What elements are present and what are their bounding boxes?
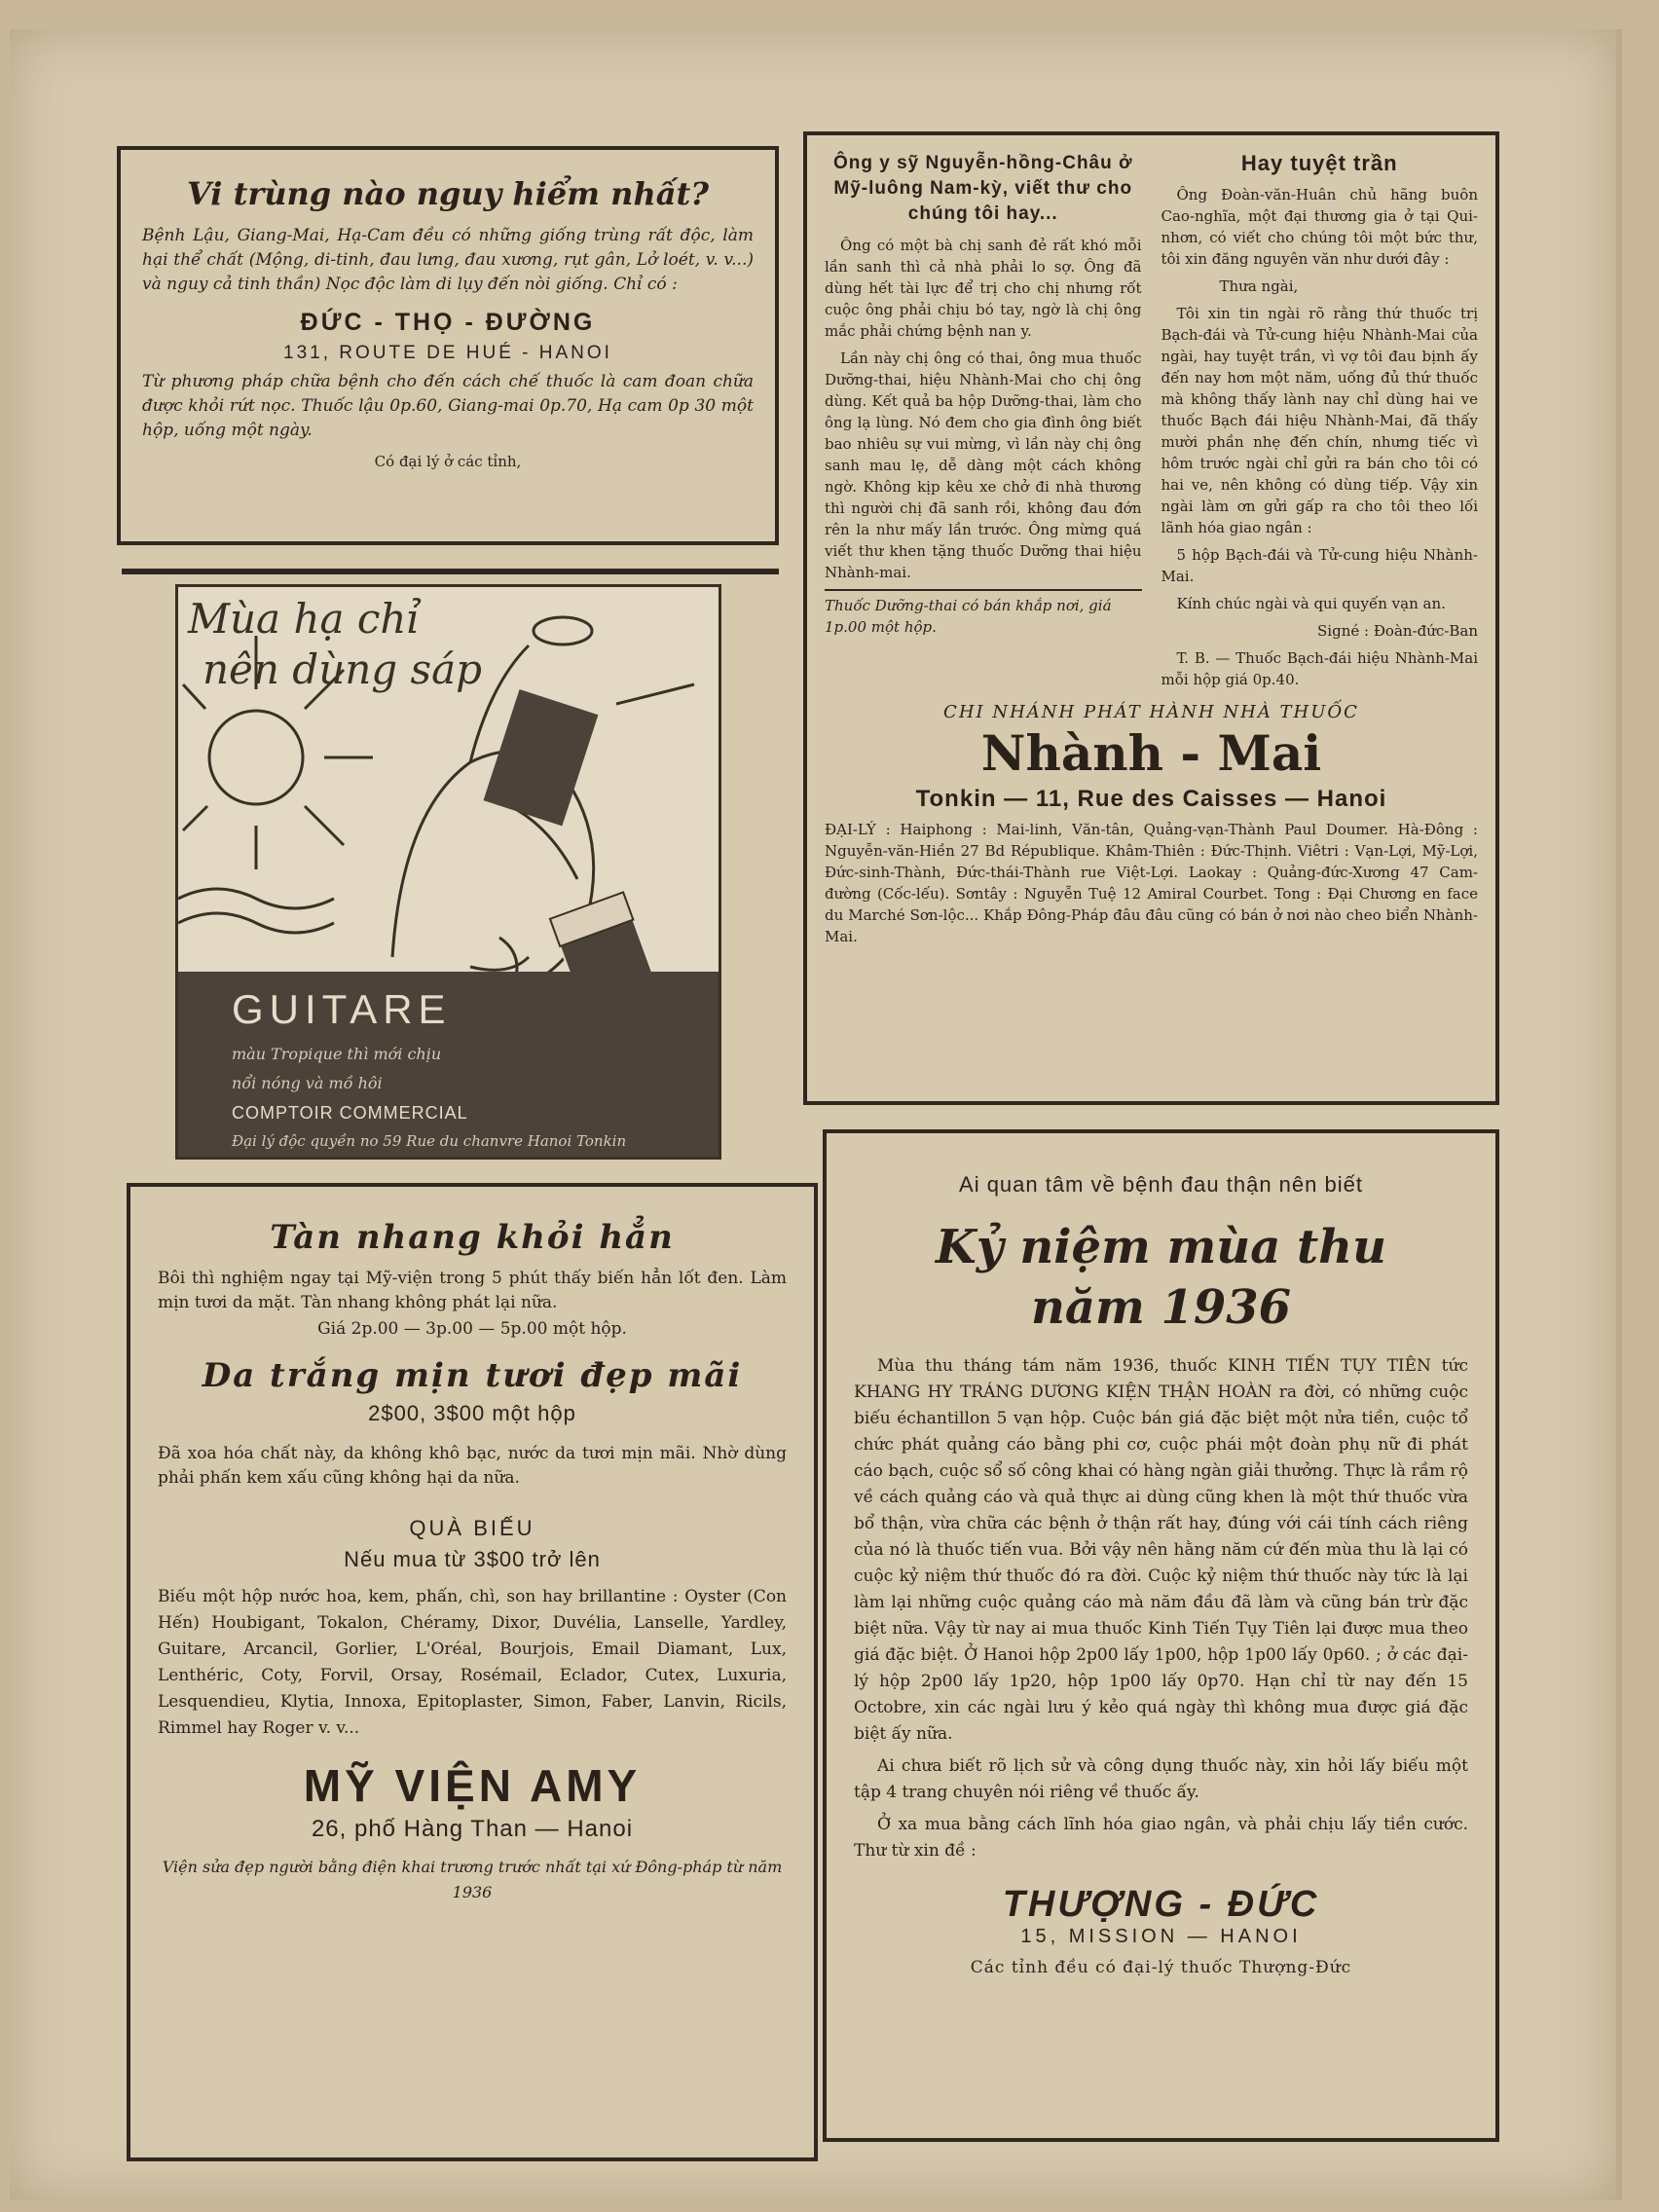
ad-thuong-duc: [823, 1129, 1499, 2142]
ad5-title-1: Kỷ niệm mùa thu: [936, 1220, 1386, 1274]
ad4-brand: MỸ VIỆN AMY: [303, 1760, 642, 1811]
poster-brand: GUITARE: [232, 986, 452, 1032]
ad3-branch: CHI NHÁNH PHÁT HÀNH NHÀ THUỐC: [943, 702, 1359, 722]
ad3-left-note: Thuốc Dưỡng-thai có bán khắp nơi, giá 1p.00 một hộp.: [825, 589, 1142, 638]
ad-nhanh-mai: [803, 131, 1499, 1105]
ad5-p1: Mùa thu tháng tám năm 1936, thuốc KINH TIẾN TỤY TIÊN tức KHANG HY TRÁNG DƯƠNG KIỆN THẬN HOÀN ra đời, có những cuộc biếu échantillon 5 vạn hộp. Cuộc bán giá đặc biệt một nửa tiền, cuộc tổ chức phát quảng cáo bằng phi cơ, cuộc phái một đoàn phụ nữ đi phát cáo bạch, cuộc sổ số công khai có hàng ngàn giải thưởng. Thực là rầm rộ về cách quảng cáo và quả thực ai dùng cũng khen là một thứ thuốc vừa bổ thận, vừa chữa các bệnh ở thận rất hay, đúng với cái tính cách riêng của nó là thuốc tiến vua. Bởi vậy nên hằng năm cứ đến mùa thu là lại có cuộc kỷ niệm thứ thuốc đó ra đời. Cuộc kỷ niệm thứ thuốc này tức là lại làm lại những cuộc quảng cáo mà năm đầu đã làm và cũng bán trừ đặc biệt nữa. Vậy từ nay ai mua thuốc Kinh Tiến Tụy Tiên lại được mua theo giá đặc biệt. Ở Hanoi hộp 2p00 lấy 1p00, hộp 1p00 lấy 0p60. ; ở các đại-lý hộp 2p00 lấy 1p20, hộp 1p00 lấy 0p70. Hạn chỉ từ nay đến 15 Octobre, xin các ngài lưu ý kẻo quá ngày thì không mua được giá đặc biệt ấy nữa.: [854, 1356, 1468, 1744]
ad3-right-p5: Kính chúc ngài và qui quyến vạn an.: [1176, 595, 1446, 612]
ad3-left-column: [825, 151, 1142, 696]
ad3-right-p4: 5 hộp Bạch-đái và Tử-cung hiệu Nhành-Mai.: [1161, 546, 1478, 585]
poster-tagline-1: màu Tropique thì mới chịu: [232, 1045, 442, 1063]
ad3-right-sign: Signé : Đoàn-đức-Ban: [1317, 622, 1478, 640]
ad4-p2: Đã xoa hóa chất này, da không khô bạc, nước da tươi mịn mãi. Nhờ dùng phải phấn kem xấu cũng không hại da nữa.: [158, 1444, 787, 1488]
ad3-agents: ĐẠI-LÝ : Haiphong : Mai-linh, Văn-tân, Quảng-vạn-Thành Paul Doumer. Hà-Đông : Nguyễn-văn-Hiền 27 Bd République. Khâm-Thiên : Đức-Thịnh. Viêtri : Vạn-Lợi, Mỹ-Lợi, Đức-sinh-Thành, Đức-thái-Thành rue Việt-Lợi. Laokay : Quảng-đức-Xương 47 Cam-đường (Cốc-lếu). Sơntây : Nguyễn Tuệ 12 Amiral Courbet. Tong : Đại Chương en face du Marché Sơn-lộc... Khắp Đông-Pháp đâu đâu cũng có bán ở nơi nào cheo biển Nhành-Mai.: [825, 821, 1478, 945]
ad5-p3: Ở xa mua bằng cách lĩnh hóa giao ngân, và phải chịu lấy tiền cước. Thư từ xin đề :: [854, 1815, 1468, 1861]
ad5-p2: Ai chưa biết rõ lịch sử và công dụng thuốc này, xin hỏi lấy biếu một tập 4 trang chuyên nói riêng về thuốc ấy.: [854, 1756, 1468, 1802]
poster-company: COMPTOIR COMMERCIAL: [232, 1103, 468, 1123]
ad1-body: Bệnh Lậu, Giang-Mai, Hạ-Cam đều có những giống trùng rất độc, làm hại thể chất (Mộng, di-tinh, đau lưng, đau xương, rụt gân, Lở loét, v. v...) và nguy cả tinh thần) Nọc độc làm di lụy đến nòi giống. Chỉ có :: [142, 226, 754, 294]
poster-script-2: nên dùng sáp: [203, 645, 483, 693]
ad4-price-1: Giá 2p.00 — 3p.00 — 5p.00 một hộp.: [317, 1319, 627, 1339]
ad3-right-note: T. B. — Thuốc Bạch-đái hiệu Nhành-Mai mỗi hộp giá 0p.40.: [1161, 649, 1478, 688]
ad5-address: 15, MISSION — HANOI: [1020, 1926, 1302, 1947]
ad1-headline: Vi trùng nào nguy hiểm nhất?: [187, 175, 709, 212]
ad1-address: 131, ROUTE DE HUÉ - HANOI: [283, 343, 612, 363]
ad1-agents: Có đại lý ở các tỉnh,: [374, 453, 522, 470]
ad4-footer: Viện sửa đẹp người bằng điện khai trương trước nhất tại xứ Đông-pháp từ năm 1936: [162, 1858, 783, 1901]
ad5-top-line: Ai quan tâm về bệnh đau thận nên biết: [959, 1172, 1363, 1197]
ad3-left-p1: Ông có một bà chị sanh đẻ rất khó mỗi lần sanh thì cả nhà phải lo sợ. Ông đã dùng hết tài lực để trị cho chị nhưng rốt cuộc ông phải chịu bó tay, ngờ là chị ông mắc phải chứng bệnh nan y.: [825, 237, 1142, 340]
ad3-address: Tonkin — 11, Rue des Caisses — Hanoi: [915, 786, 1387, 812]
ad5-footer: Các tỉnh đều có đại-lý thuốc Thượng-Đức: [970, 1958, 1352, 1977]
ad3-right-p3: Tôi xin tin ngài rõ rằng thứ thuốc trị Bạch-đái và Tử-cung hiệu Nhành-Mai của ngài, hay tuyệt trần, vì vợ tôi đau bịnh ấy đến nay hơn một năm, uống đủ thứ thuốc mà không thấy lành nay chỉ dùng hai ve thuốc Bạch đái hiệu Nhành-Mai, đã thấy mười phần nhẹ đến chín, nhưng tiếc vì hôm trước ngài chỉ gửi ra bán cho tôi có hai ve, nên không có dùng tiếp. Vậy xin ngài làm ơn gửi gấp ra cho tôi theo lối lãnh hóa giao ngân :: [1161, 305, 1478, 536]
ad3-right-headline: Hay tuyệt trần: [1240, 151, 1398, 175]
ad5-brand: THƯỢNG - ĐỨC: [1002, 1884, 1320, 1925]
ad-duc-tho-duong: [117, 146, 779, 545]
sun-icon: [209, 711, 303, 804]
ad-my-vien-amy: [127, 1183, 818, 2161]
ad3-brand: Nhành - Mai: [980, 724, 1322, 782]
ad4-address: 26, phố Hàng Than — Hanoi: [311, 1816, 634, 1842]
divider-rule: [122, 569, 779, 574]
ad3-left-p2: Lần này chị ông có thai, ông mua thuốc Dưỡng-thai, hiệu Nhành-Mai cho chị ông dùng. Kết quả ba hộp Dưỡng-thai, làm cho ông lạ lùng. Nó đem cho gia đình ông biết bao nhiêu sự vui mừng, vì lần này chị ông sanh mau lẹ, dễ dàng một cách không ngờ. Không kịp kêu xe chở đi nhà thương thì người chị đã sanh rồi, không đau đớn rên la như mấy lần trước. Ông mừng quá viết thư khen tặng thuốc Dưỡng thai hiệu Nhành-mai.: [825, 350, 1142, 581]
ad5-title-2: năm 1936: [1030, 1280, 1292, 1335]
poster-tagline-2: nổi nóng và mồ hôi: [232, 1074, 383, 1092]
ad4-p1: Bôi thì nghiệm ngay tại Mỹ-viện trong 5 phút thấy biến hẳn lốt đen. Làm mịn tươi da mặt. Tàn nhang không phát lại nữa.: [158, 1269, 787, 1312]
ad3-right-p2: Thưa ngài,: [1219, 277, 1299, 295]
guitare-poster: [175, 584, 721, 1160]
ad4-price-2: 2$00, 3$00 một hộp: [368, 1401, 576, 1425]
ad4-p3: Biếu một hộp nước hoa, kem, phấn, chì, son hay brillantine : Oyster (Con Hến) Houbigant, Tokalon, Chéramy, Dixor, Duvélia, Lanselle, Yardley, Guitare, Arcancil, Gorlier, L'Oréal, Bourjois, Email Diamant, Lux, Lenthéric, Coty, Forvil, Orsay, Rosémail, Eclador, Cutex, Luxuria, Lesquendieu, Klytia, Innoxa, Epitoplaster, Simon, Faber, Lanvin, Ricils, Rimmel hay Roger v. v...: [158, 1587, 787, 1738]
ad1-brand: ĐỨC - THỌ - ĐƯỜNG: [300, 309, 596, 336]
poster-script-1: Mùa hạ chỉ: [188, 595, 420, 643]
ad4-headline-2: Da trắng mịn tươi đẹp mãi: [202, 1356, 743, 1395]
ad1-offer: Từ phương pháp chữa bệnh cho đến cách chế thuốc là cam đoan chữa được khỏi rứt nọc. Thuốc lậu 0p.60, Giang-mai 0p.70, Hạ cam 0p 30 một hộp, uống một ngày.: [142, 372, 754, 440]
ad4-headline-1: Tàn nhang khỏi hẳn: [270, 1218, 675, 1257]
poster-agent: Đại lý độc quyền no 59 Rue du chanvre Hanoi Tonkin: [232, 1132, 627, 1150]
ad4-gift-title: QUÀ BIẾU: [409, 1516, 535, 1540]
ad4-gift-sub: Nếu mua từ 3$00 trở lên: [344, 1547, 601, 1571]
ad3-right-column: [1161, 151, 1479, 696]
ad3-right-p1: Ông Đoàn-văn-Huân chủ hãng buôn Cao-nghĩa, một đại thương gia ở tại Qui-nhơn, có viết cho chúng tôi một bức thư, tôi xin đăng nguyên văn như dưới đây :: [1161, 186, 1478, 268]
ad3-left-headline: Ông y sỹ Nguyễn-hồng-Châu ở Mỹ-luông Nam-kỳ, viết thư cho chúng tôi hay...: [832, 153, 1133, 224]
